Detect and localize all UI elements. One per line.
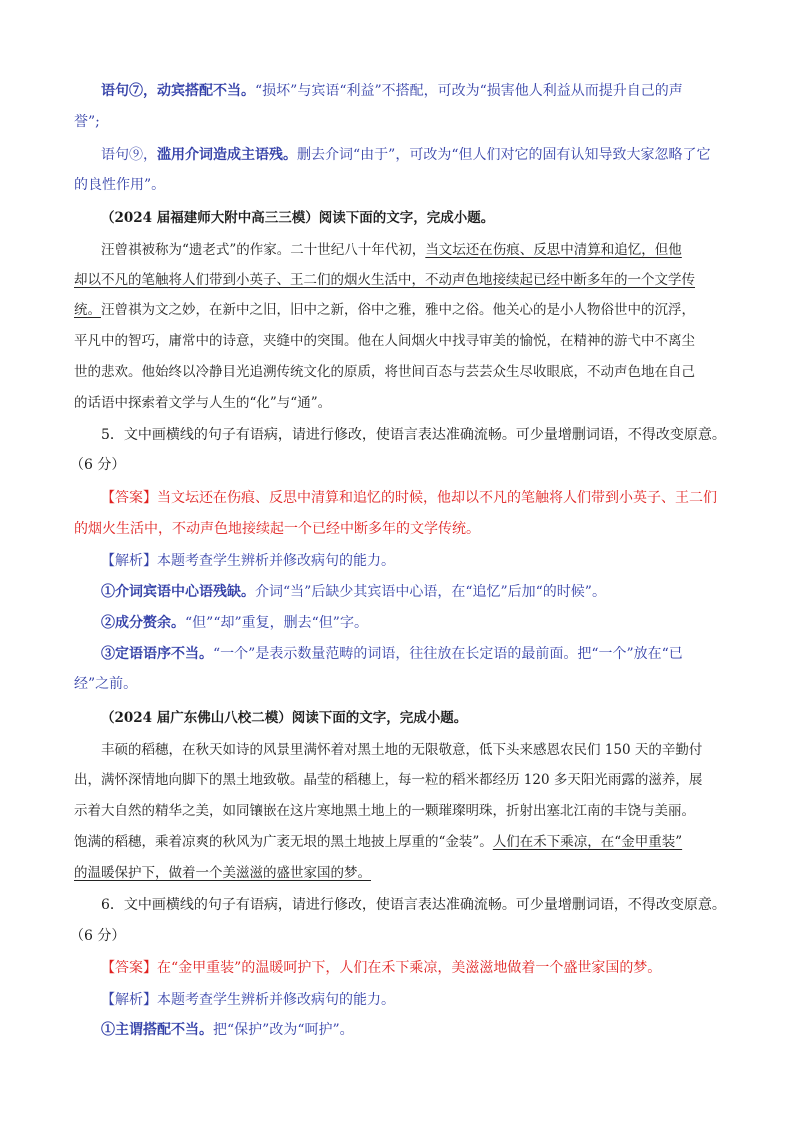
q5-analysis-label: 【解析】: [101, 553, 157, 569]
q5-answer-continuation: 的烟火生活中，不动声色地接续起一个已经中断多年的文学传统。: [74, 521, 480, 537]
q5-point-3-heading: ③定语语序不当。: [101, 646, 213, 662]
q5-passage-line-1: [101, 238, 682, 258]
q5-point-3-continuation: 经”之前。: [74, 676, 138, 692]
q6-analysis: [101, 989, 395, 1009]
sentence9-continuation: 的良性作用”。: [74, 177, 166, 193]
q5-passage-line-5: 世的悲欢。他始终以冷静目光追溯传统文化的原质，将世间百态与芸芸众生尽收眼底，不动声色地在自己: [74, 364, 695, 380]
sentence7-heading: 语句⑦，动宾搭配不当。: [101, 83, 255, 99]
q5-point-2-heading: ②成分赘余。: [101, 615, 185, 631]
q6-answer-text: 在“金甲重装”的温暖呵护下，人们在禾下乘凉，美滋滋地做着一个盛世家国的梦。: [157, 960, 662, 976]
q5-question: 5．文中画横线的句子有语病，请进行修改，使语言表达准确流畅。可少量增删词语，不得改变原意。: [101, 427, 726, 443]
q5-answer-label: 【答案】: [101, 490, 157, 506]
q6-point-1-heading: ①主谓搭配不当。: [101, 1022, 213, 1038]
q6-point-1-text: 把“保护”改为“呵护”。: [213, 1022, 354, 1038]
q5-passage-line-4: 平凡中的智巧，庸常中的诗意，夹缝中的突围。他在人间烟火中找寻审美的愉悦，在精神的游弋中不离尘: [74, 333, 695, 349]
q5-point-3-text: “一个”是表示数量范畴的词语，往往放在长定语的最前面。把“一个”放在“已: [213, 646, 683, 662]
q5-point-1-heading: ①介词宾语中心语残缺。: [101, 584, 255, 600]
q5-underlined-text: 却以不凡的笔触将人们带到小英子、王二们的烟火生活中，不动声色地接续起已经中断多年的一个文学传: [74, 272, 695, 288]
q6-passage-line-5: [74, 861, 371, 881]
q6-question: 6．文中画横线的句子有语病，请进行修改，使语言表达准确流畅。可少量增删词语，不得改变原意。: [101, 897, 726, 913]
sentence7-continuation: 誉”;: [74, 114, 100, 130]
sentence7-line: [101, 80, 683, 100]
q5-point-2-text: “但”“却”重复，删去“但”字。: [185, 615, 368, 631]
q5-passage-text: 汪曾祺为文之妙，在新中之旧，旧中之新，俗中之雅，雅中之俗。他关心的是小人物俗世中的沉浮，: [101, 302, 695, 318]
q5-passage-line-3: [74, 298, 695, 318]
q6-passage-line-1: 丰硕的稻穗，在秋天如诗的风景里满怀着对黑土地的无限敬意，低下头来感恩农民们 150 天的辛勤付: [101, 742, 703, 758]
sentence9-heading: 滥用介词造成主语残。: [157, 147, 297, 163]
q6-underlined-text: 人们在禾下乘凉，在“金甲重装”: [492, 834, 683, 850]
q6-passage-line-3: 示着大自然的精华之美，如同镶嵌在这片寒地黑土地上的一颗璀璨明珠，折射出塞北江南的丰饶与美丽。: [74, 803, 695, 819]
q6-underlined-text: 的温暖保护下，做着一个美滋滋的盛世家国的梦。: [74, 865, 371, 881]
q5-passage-line-6: 的话语中探索着文学与人生的“化”与“通”。: [74, 395, 332, 411]
q5-answer-text: 当文坛还在伤痕、反思中清算和追忆的时候，他却以不凡的笔触将人们带到小英子、王二们: [157, 490, 717, 506]
q6-passage-line-2: 出，满怀深情地向脚下的黑土地致敬。晶莹的稻穗上，每一粒的稻米都经历 120 多天阳光雨露的滋养，展: [74, 772, 703, 788]
q6-point-1: [101, 1019, 354, 1039]
q5-source: （2024 届福建师大附中高三三模）阅读下面的文字，完成小题。: [101, 210, 495, 226]
q6-answer-label: 【答案】: [101, 960, 157, 976]
sentence9-line: [101, 144, 710, 164]
q6-analysis-label: 【解析】: [101, 992, 157, 1008]
q5-analysis: [101, 550, 395, 570]
q5-point-1: [101, 581, 606, 601]
q6-answer: [101, 957, 661, 977]
q6-score: （6 分）: [70, 928, 126, 944]
q5-underlined-text: 当文坛还在伤痕、反思中清算和追忆，但他: [425, 242, 682, 258]
q6-analysis-text: 本题考查学生辨析并修改病句的能力。: [157, 992, 395, 1008]
q6-passage-line-4: [74, 830, 682, 850]
sentence9-prefix: 语句⑨，: [101, 147, 157, 163]
q6-source: （2024 届广东佛山八校二模）阅读下面的文字，完成小题。: [101, 710, 468, 726]
q5-answer: [101, 487, 717, 507]
q5-point-2: [101, 612, 368, 632]
sentence7-text: “损坏”与宾语“利益”不搭配，可改为“损害他人利益从而提升自己的声: [255, 83, 683, 99]
q5-underlined-text: 统。: [74, 302, 101, 318]
q5-score: （6 分）: [70, 457, 126, 473]
q5-point-3: [101, 643, 683, 663]
sentence9-text: 删去介词“由于”，可改为“但人们对它的固有认知导致大家忽略了它: [297, 147, 711, 163]
q5-point-1-text: 介词“当”后缺少其宾语中心语，在“追忆”后加“的时候”。: [255, 584, 606, 600]
q5-analysis-text: 本题考查学生辨析并修改病句的能力。: [157, 553, 395, 569]
q5-passage-text: 汪曾祺被称为“遗老式”的作家。二十世纪八十年代初，: [101, 242, 426, 258]
q5-passage-line-2: [74, 268, 695, 288]
q6-passage-text: 饱满的稻穗，乘着凉爽的秋风为广袤无垠的黑土地披上厚重的“金装”。: [74, 834, 493, 850]
